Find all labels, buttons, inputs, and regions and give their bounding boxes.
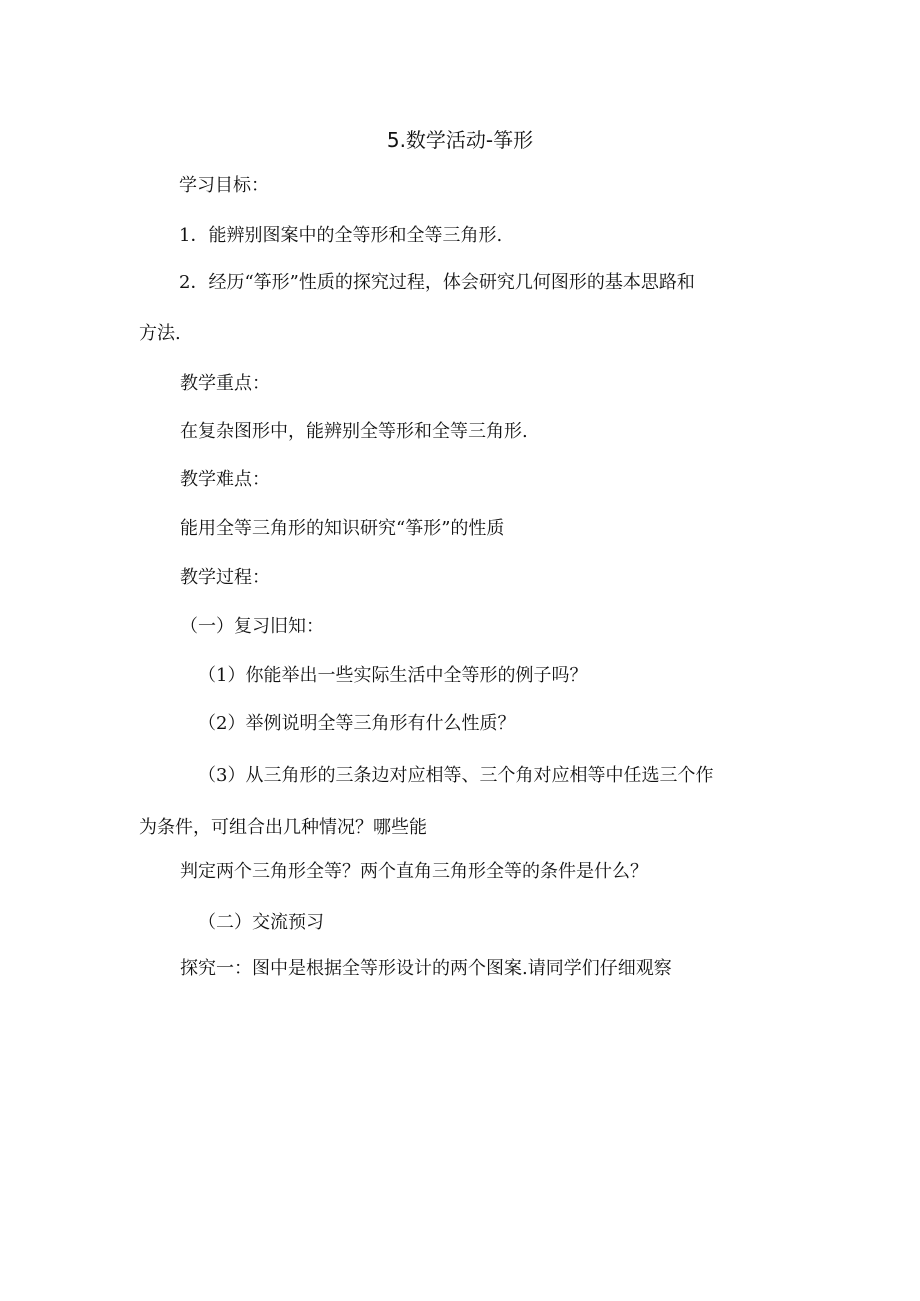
text-line-question-3-ending: 判定两个三角形全等？两个直角三角形全等的条件是什么？ (180, 861, 648, 882)
text-line-learning-goals-heading: 学习目标： (179, 175, 269, 196)
page-title: 5.数学活动-筝形 (386, 128, 534, 152)
text-line-section-two: （二）交流预习 (198, 912, 324, 933)
text-line-question-1: （1）你能举出一些实际生活中全等形的例子吗？ (198, 665, 588, 686)
text-line-question-3: （3）从三角形的三条边对应相等、三个角对应相等中任选三个作 (198, 765, 714, 786)
text-line-question-3-continued: 为条件，可组合出几种情况？哪些能 (139, 817, 427, 838)
text-line-goal-2-continued: 方法. (139, 323, 181, 344)
text-line-key-point-heading: 教学重点： (180, 373, 270, 394)
text-line-process-heading: 教学过程： (180, 567, 270, 588)
text-line-goal-1: 1．能辨别图案中的全等形和全等三角形. (179, 225, 503, 246)
text-line-exploration-one: 探究一：图中是根据全等形设计的两个图案.请同学们仔细观察 (180, 958, 672, 979)
text-line-difficulty-heading: 教学难点： (180, 469, 270, 490)
text-line-key-point: 在复杂图形中，能辨别全等形和全等三角形. (180, 421, 528, 442)
text-line-section-one: （一）复习旧知： (180, 616, 324, 637)
text-line-question-2: （2）举例说明全等三角形有什么性质？ (198, 713, 516, 734)
text-line-difficulty: 能用全等三角形的知识研究“筝形”的性质 (180, 518, 505, 539)
text-line-goal-2: 2．经历“筝形”性质的探究过程，体会研究几何图形的基本思路和 (179, 272, 695, 293)
